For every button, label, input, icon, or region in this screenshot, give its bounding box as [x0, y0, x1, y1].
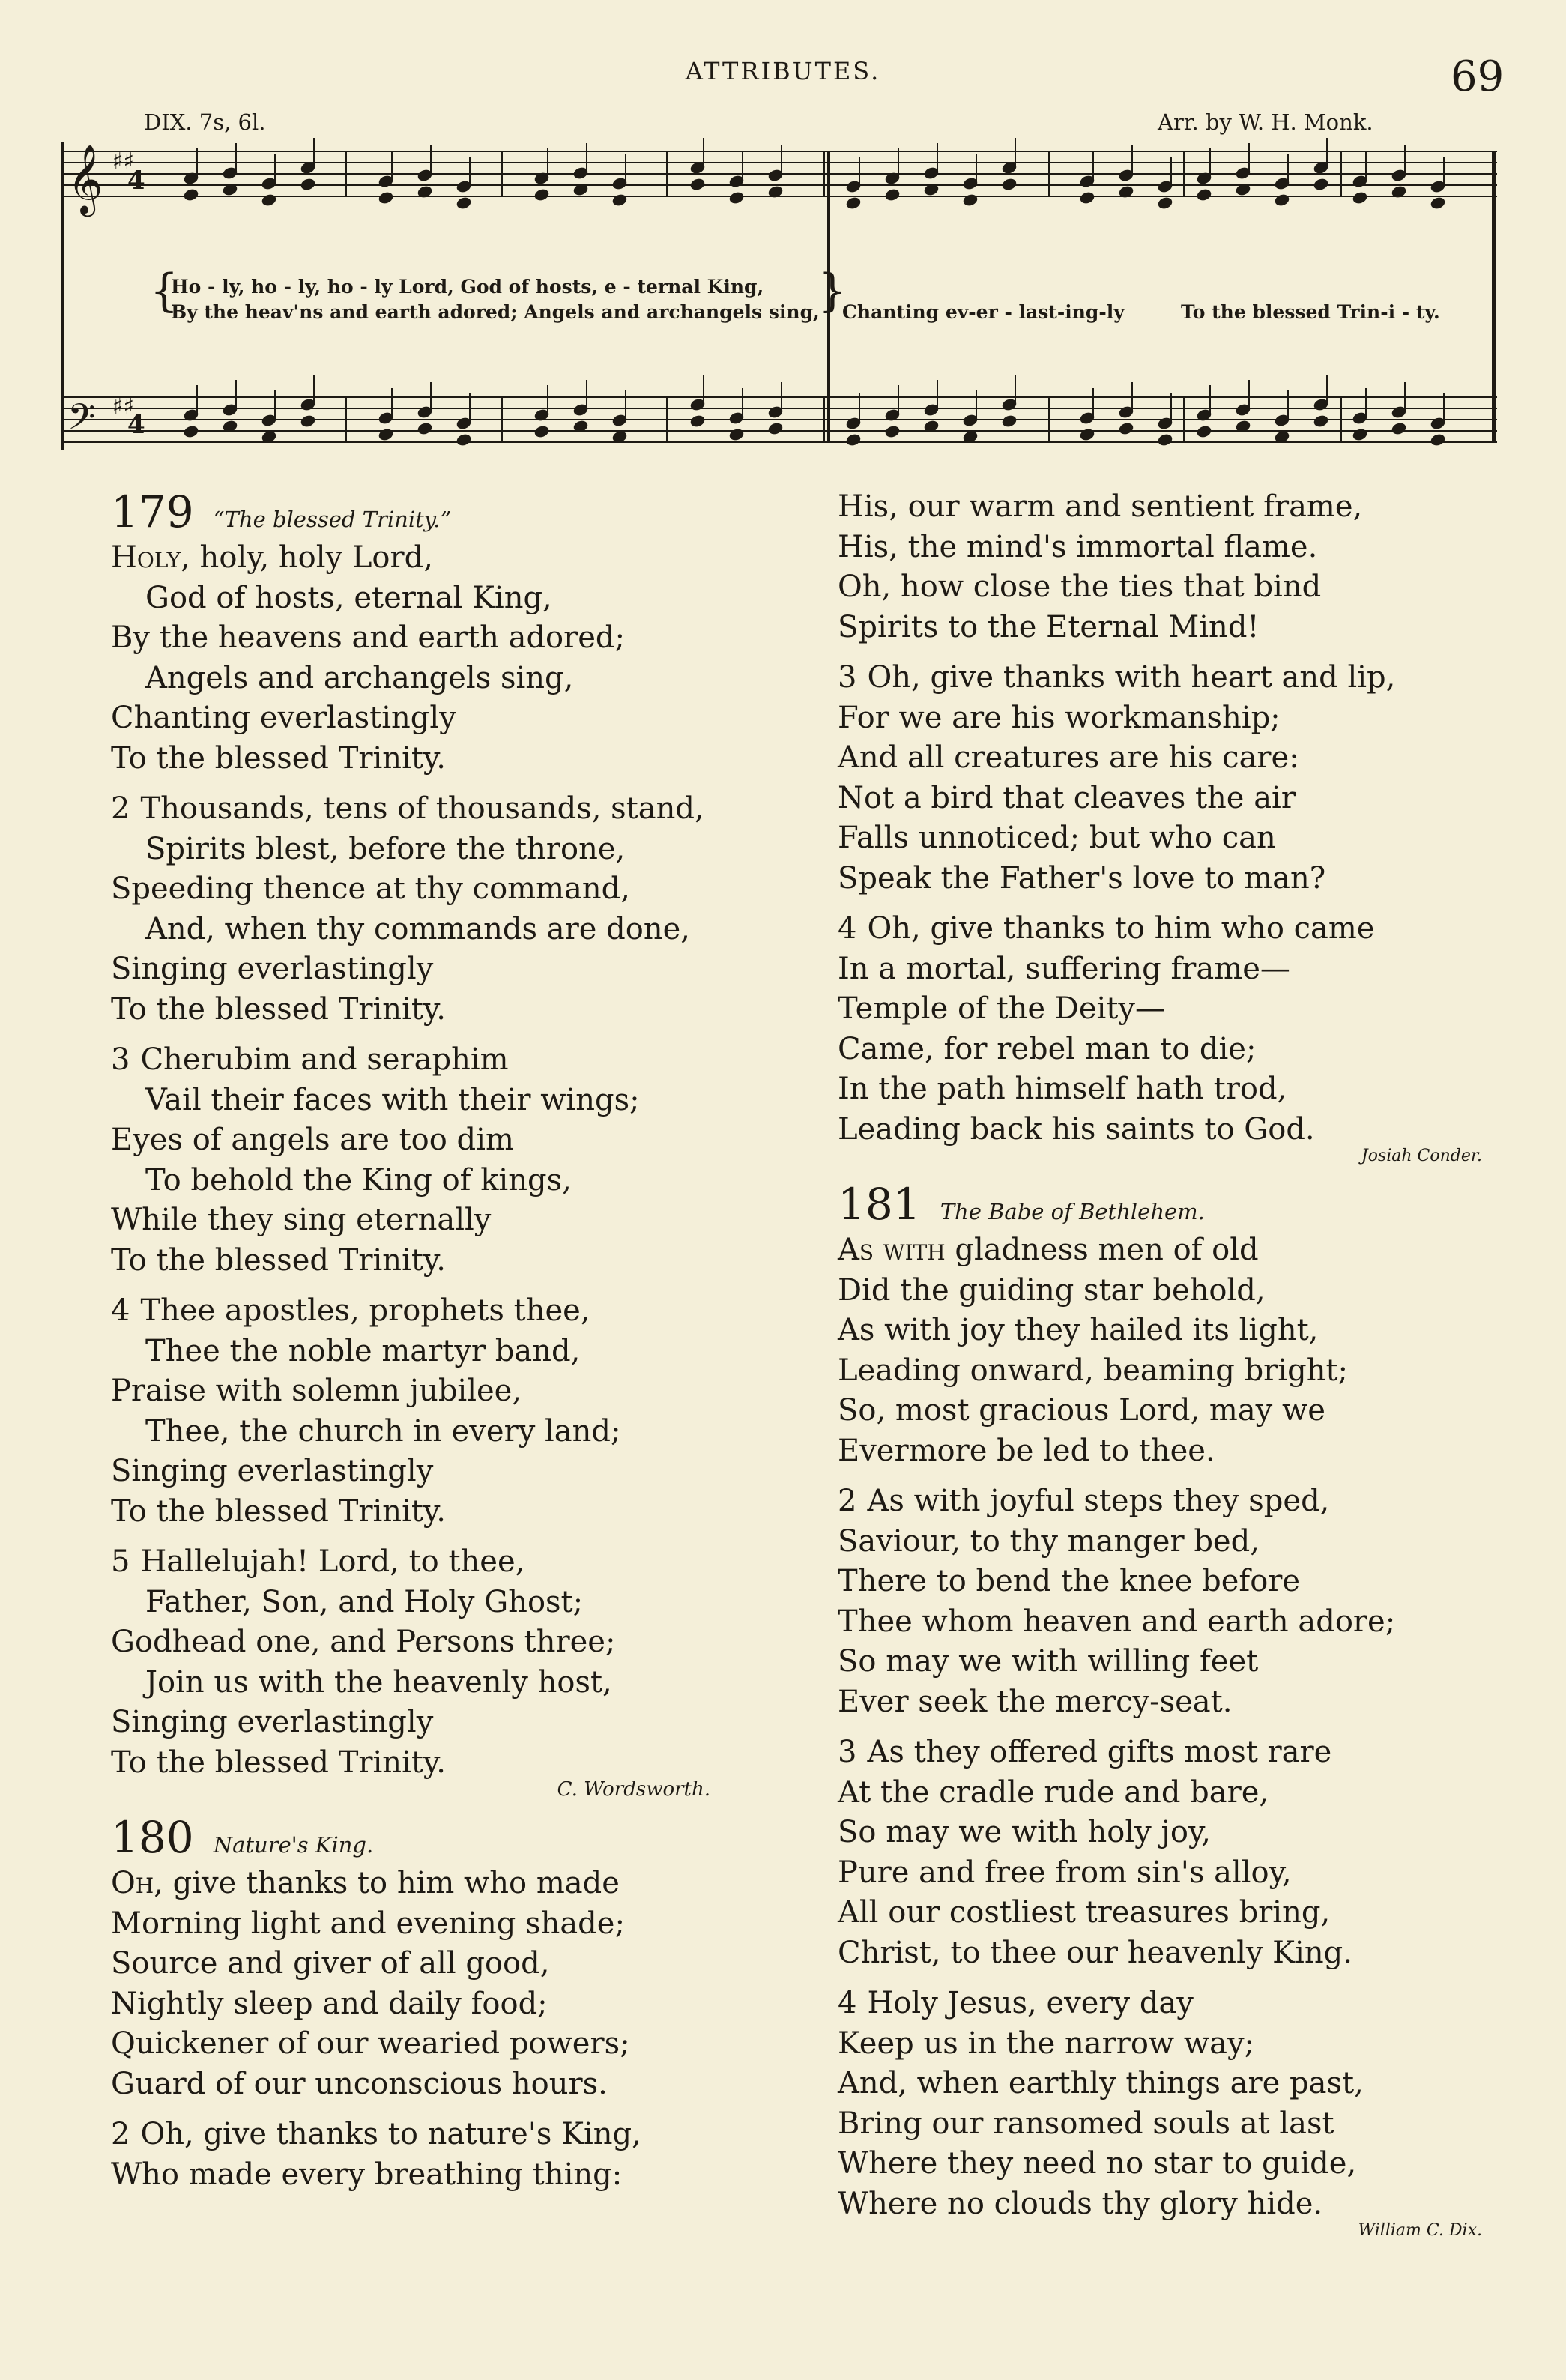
right-column — [838, 487, 1482, 2254]
verse-3 — [111, 1040, 785, 1281]
verse-line: Spirits blest, before the throne, — [145, 831, 626, 866]
note-head — [1118, 422, 1134, 435]
verse-line: Pure and free from sin's alloy, — [838, 1855, 1292, 1890]
verse-line: Speak the Father's love to man? — [838, 860, 1326, 895]
note-head — [1079, 428, 1095, 441]
running-header: ATTRIBUTES. — [685, 57, 881, 85]
hymn-179 — [111, 487, 785, 1801]
verse-1 — [111, 538, 785, 779]
note-head — [962, 193, 978, 207]
first-word: As with — [838, 1233, 946, 1267]
verse-1 — [111, 1864, 785, 2104]
verse-line: To the blessed Trinity. — [111, 740, 446, 776]
lyric-line-1: Ho - ly, ho - ly, ho - ly Lord, God of hosts, e - ternal King, — [171, 276, 764, 298]
verse-line: Guard of our unconscious hours. — [111, 2066, 608, 2101]
verse-line: All our costliest treasures bring, — [838, 1895, 1331, 1930]
verse-line: give thanks to him who made — [163, 1866, 620, 1900]
verse-line: In the path himself hath trod, — [838, 1072, 1287, 1106]
note-head — [689, 414, 705, 428]
verse-4 — [838, 1984, 1482, 2224]
verse-line: Morning light and evening shade; — [111, 1906, 625, 1941]
verse-line: As they offered gifts most rare — [867, 1735, 1332, 1769]
verse-line: Oh, how close the ties that bind — [838, 570, 1322, 604]
lyric-brace-icon: { — [150, 265, 179, 317]
note-head — [533, 188, 549, 202]
hymn-title: “The blessed Trinity.” — [213, 507, 452, 532]
verse-line: So may we with willing feet — [838, 1644, 1259, 1679]
verse-line: Oh, give thanks to nature's King, — [140, 2117, 641, 2151]
bass-clef-icon: 𝄢 — [67, 396, 96, 447]
hymn-181 — [838, 1180, 1482, 2242]
verse-3 — [838, 658, 1482, 898]
note-head — [845, 196, 861, 210]
verse-line: Ever seek the mercy-seat. — [838, 1684, 1233, 1719]
verse-line: Leading onward, beaming bright; — [838, 1353, 1349, 1388]
verse-number: 5 — [111, 1544, 130, 1579]
verse-1 — [838, 1230, 1482, 1471]
treble-clef-icon: 𝄞 — [67, 144, 103, 214]
lyric-refrain-b: To the blessed Trin-i - ty. — [1181, 301, 1440, 323]
verse-number: 2 — [838, 1484, 857, 1518]
hymn-title: Nature's King. — [213, 1832, 374, 1858]
verse-number: 3 — [838, 660, 857, 695]
verse-line: As with joy they hailed its light, — [838, 1313, 1319, 1347]
page-number: 69 — [1451, 52, 1505, 101]
note-head — [1001, 178, 1017, 191]
verse-line: Where they need no star to guide, — [838, 2146, 1357, 2181]
verse-line: Not a bird that cleaves the air — [838, 780, 1296, 815]
verse-2 — [111, 2115, 785, 2195]
note-head — [1157, 433, 1173, 447]
verse-line: Singing everlastingly — [111, 1705, 434, 1739]
key-signature-icon: ♯♯ — [112, 393, 135, 420]
note-head — [261, 193, 276, 207]
note-head — [378, 428, 393, 441]
verse-line: Speeding thence at thy command, — [111, 872, 630, 906]
verse-line: His, our warm and sentient frame, — [838, 489, 1363, 524]
verse-line: Evermore be led to thee. — [838, 1433, 1215, 1468]
note-head — [300, 414, 315, 428]
hymn-180-continued — [838, 487, 1482, 1168]
verse-line: To the blessed Trinity. — [111, 1242, 446, 1278]
verse-line: Thousands, tens of thousands, stand, — [140, 791, 704, 826]
note-head — [456, 433, 471, 447]
verse-line: Leading back his saints to God. — [838, 1111, 1315, 1147]
verse-line: For we are his workmanship; — [838, 700, 1281, 735]
verse-line: Where no clouds thy glory hide. — [838, 2186, 1323, 2221]
first-word: Holy, — [111, 540, 190, 575]
verse-line: Source and giver of all good, — [111, 1946, 550, 1981]
verse-number: 4 — [838, 911, 857, 946]
note-head — [1352, 428, 1367, 441]
verse-line: Cherubim and seraphim — [140, 1042, 509, 1077]
note-head — [845, 433, 861, 447]
verse-line: So may we with holy joy, — [838, 1815, 1211, 1849]
bass-notes — [183, 375, 1445, 447]
hymn-author: Josiah Conder. — [1361, 1147, 1482, 1165]
verse-line: gladness men of old — [945, 1233, 1259, 1267]
verse-line: Oh, give thanks to him who came — [867, 911, 1375, 946]
verse-line: At the cradle rude and bare, — [838, 1775, 1269, 1810]
verse-4 — [111, 1291, 785, 1532]
verse-line: Angels and archangels sing, — [145, 660, 574, 695]
note-head — [1196, 425, 1212, 438]
verse-line: Vail their faces with their wings; — [145, 1082, 640, 1117]
verse-2 — [838, 1482, 1482, 1722]
hymn-author: William C. Dix. — [1358, 2221, 1482, 2240]
note-head — [611, 193, 627, 207]
verse-line: Christ, to thee our heavenly King. — [838, 1935, 1352, 1970]
hymn-number: 179 — [111, 486, 194, 537]
verse-line: Bring our ransomed souls at last — [838, 2106, 1334, 2141]
note-head — [1430, 196, 1445, 210]
note-head — [728, 191, 744, 205]
verse-line: Hallelujah! Lord, to thee, — [140, 1544, 525, 1579]
tune-name: DIX. 7s, 6l. — [144, 109, 266, 135]
note-head — [884, 188, 900, 202]
note-head — [183, 425, 199, 438]
verse-line: Thee apostles, prophets thee, — [140, 1293, 590, 1328]
verse-line: Singing everlastingly — [111, 1454, 434, 1488]
verse-line: Falls unnoticed; but who can — [838, 821, 1276, 855]
note-head — [1157, 196, 1173, 210]
hymn-author: C. Wordsworth. — [557, 1778, 710, 1801]
hymn-title: The Babe of Bethlehem. — [940, 1199, 1205, 1224]
verse-line: God of hosts, eternal King, — [145, 580, 552, 615]
verse-line: As with joyful steps they sped, — [867, 1484, 1330, 1518]
note-head — [1079, 191, 1095, 205]
verse-number: 3 — [111, 1042, 130, 1077]
verse-line: In a mortal, suffering frame— — [838, 951, 1290, 986]
verse-line: And, when thy commands are done, — [145, 911, 690, 946]
verse-line: Singing everlastingly — [111, 952, 434, 986]
note-head — [728, 428, 744, 441]
verse-line: Did the guiding star behold, — [838, 1272, 1266, 1308]
verse-line: Thee, the church in every land; — [145, 1413, 621, 1449]
verse-line: Eyes of angels are too dim — [111, 1123, 514, 1157]
time-signature-icon: 4 — [127, 410, 145, 440]
first-word: Oh, — [111, 1866, 163, 1900]
verse-line: holy, holy Lord, — [190, 540, 433, 575]
note-head — [689, 178, 705, 191]
note-head — [533, 425, 549, 438]
note-head — [378, 191, 393, 205]
hymn-number: 180 — [111, 1812, 194, 1863]
time-signature-icon: 4 — [127, 166, 145, 196]
verse-line: To behold the King of kings, — [145, 1162, 572, 1197]
lyric-refrain-a: Chanting ev-er - last-ing-ly — [842, 301, 1125, 323]
verse-line: Chanting everlastingly — [111, 701, 456, 735]
verse-2-continued — [838, 487, 1482, 647]
verse-line: Godhead one, and Persons three; — [111, 1625, 616, 1659]
verse-line: Temple of the Deity— — [838, 991, 1165, 1026]
verse-line: Nightly sleep and daily food; — [111, 1986, 548, 2021]
verse-line: Spirits to the Eternal Mind! — [838, 609, 1260, 644]
verse-line: Saviour, to thy manger bed, — [838, 1523, 1260, 1559]
note-head — [884, 425, 900, 438]
verse-3 — [838, 1733, 1482, 1973]
key-signature-icon: ♯♯ — [112, 148, 135, 175]
verse-number: 2 — [111, 791, 130, 826]
note-head — [1196, 188, 1212, 202]
verse-line: Who made every breathing thing: — [111, 2157, 623, 2192]
verse-line: Thee the noble martyr band, — [145, 1333, 581, 1368]
note-head — [1391, 422, 1406, 435]
hymn-number: 181 — [838, 1179, 921, 1230]
verse-line: Join us with the heavenly host, — [145, 1664, 612, 1700]
note-head — [767, 422, 783, 435]
verse-number: 3 — [838, 1735, 857, 1769]
verse-line: Holy Jesus, every day — [867, 1986, 1194, 2020]
verse-number: 2 — [111, 2117, 130, 2151]
note-head — [183, 188, 199, 202]
verse-line: And all creatures are his care: — [838, 740, 1299, 775]
verse-line: To the blessed Trinity. — [111, 991, 446, 1027]
verse-line: So, most gracious Lord, may we — [838, 1393, 1325, 1428]
verse-4 — [838, 909, 1482, 1150]
verse-line: Thee whom heaven and earth adore; — [838, 1604, 1396, 1639]
verse-line: There to bend the knee before — [838, 1564, 1301, 1598]
verse-line: While they sing eternally — [111, 1203, 492, 1237]
note-head — [1001, 414, 1017, 428]
verse-number: 4 — [838, 1986, 857, 2020]
note-head — [1352, 191, 1367, 205]
note-head — [300, 178, 315, 191]
verse-2 — [111, 789, 785, 1030]
arranger-credit: Arr. by W. H. Monk. — [1158, 109, 1373, 135]
verse-line: Father, Son, and Holy Ghost; — [145, 1584, 584, 1619]
note-head — [417, 422, 432, 435]
verse-line: To the blessed Trinity. — [111, 1493, 446, 1529]
verse-5 — [111, 1542, 785, 1783]
verse-line: And, when earthly things are past, — [838, 2066, 1364, 2100]
note-head — [1313, 178, 1328, 191]
left-column — [111, 487, 785, 2205]
note-head — [1274, 193, 1290, 207]
verse-number: 4 — [111, 1293, 130, 1328]
verse-line: Oh, give thanks with heart and lip, — [867, 660, 1396, 695]
note-head — [1430, 433, 1445, 447]
verse-line: Praise with solemn jubilee, — [111, 1374, 522, 1408]
note-head — [1313, 414, 1328, 428]
verse-line: His, the mind's immortal flame. — [838, 529, 1318, 564]
note-head — [456, 196, 471, 210]
verse-line: To the blessed Trinity. — [111, 1745, 446, 1780]
verse-line: Keep us in the narrow way; — [838, 2026, 1255, 2061]
lyric-line-2: By the heav'ns and earth adored; Angels and archangels sing, — [171, 301, 820, 323]
hymn-180 — [111, 1813, 785, 2195]
verse-line: Quickener of our wearied powers; — [111, 2026, 630, 2061]
lyric-brace-icon: } — [818, 265, 847, 317]
verse-line: By the heavens and earth adored; — [111, 620, 626, 655]
verse-line: Came, for rebel man to die; — [838, 1031, 1257, 1066]
